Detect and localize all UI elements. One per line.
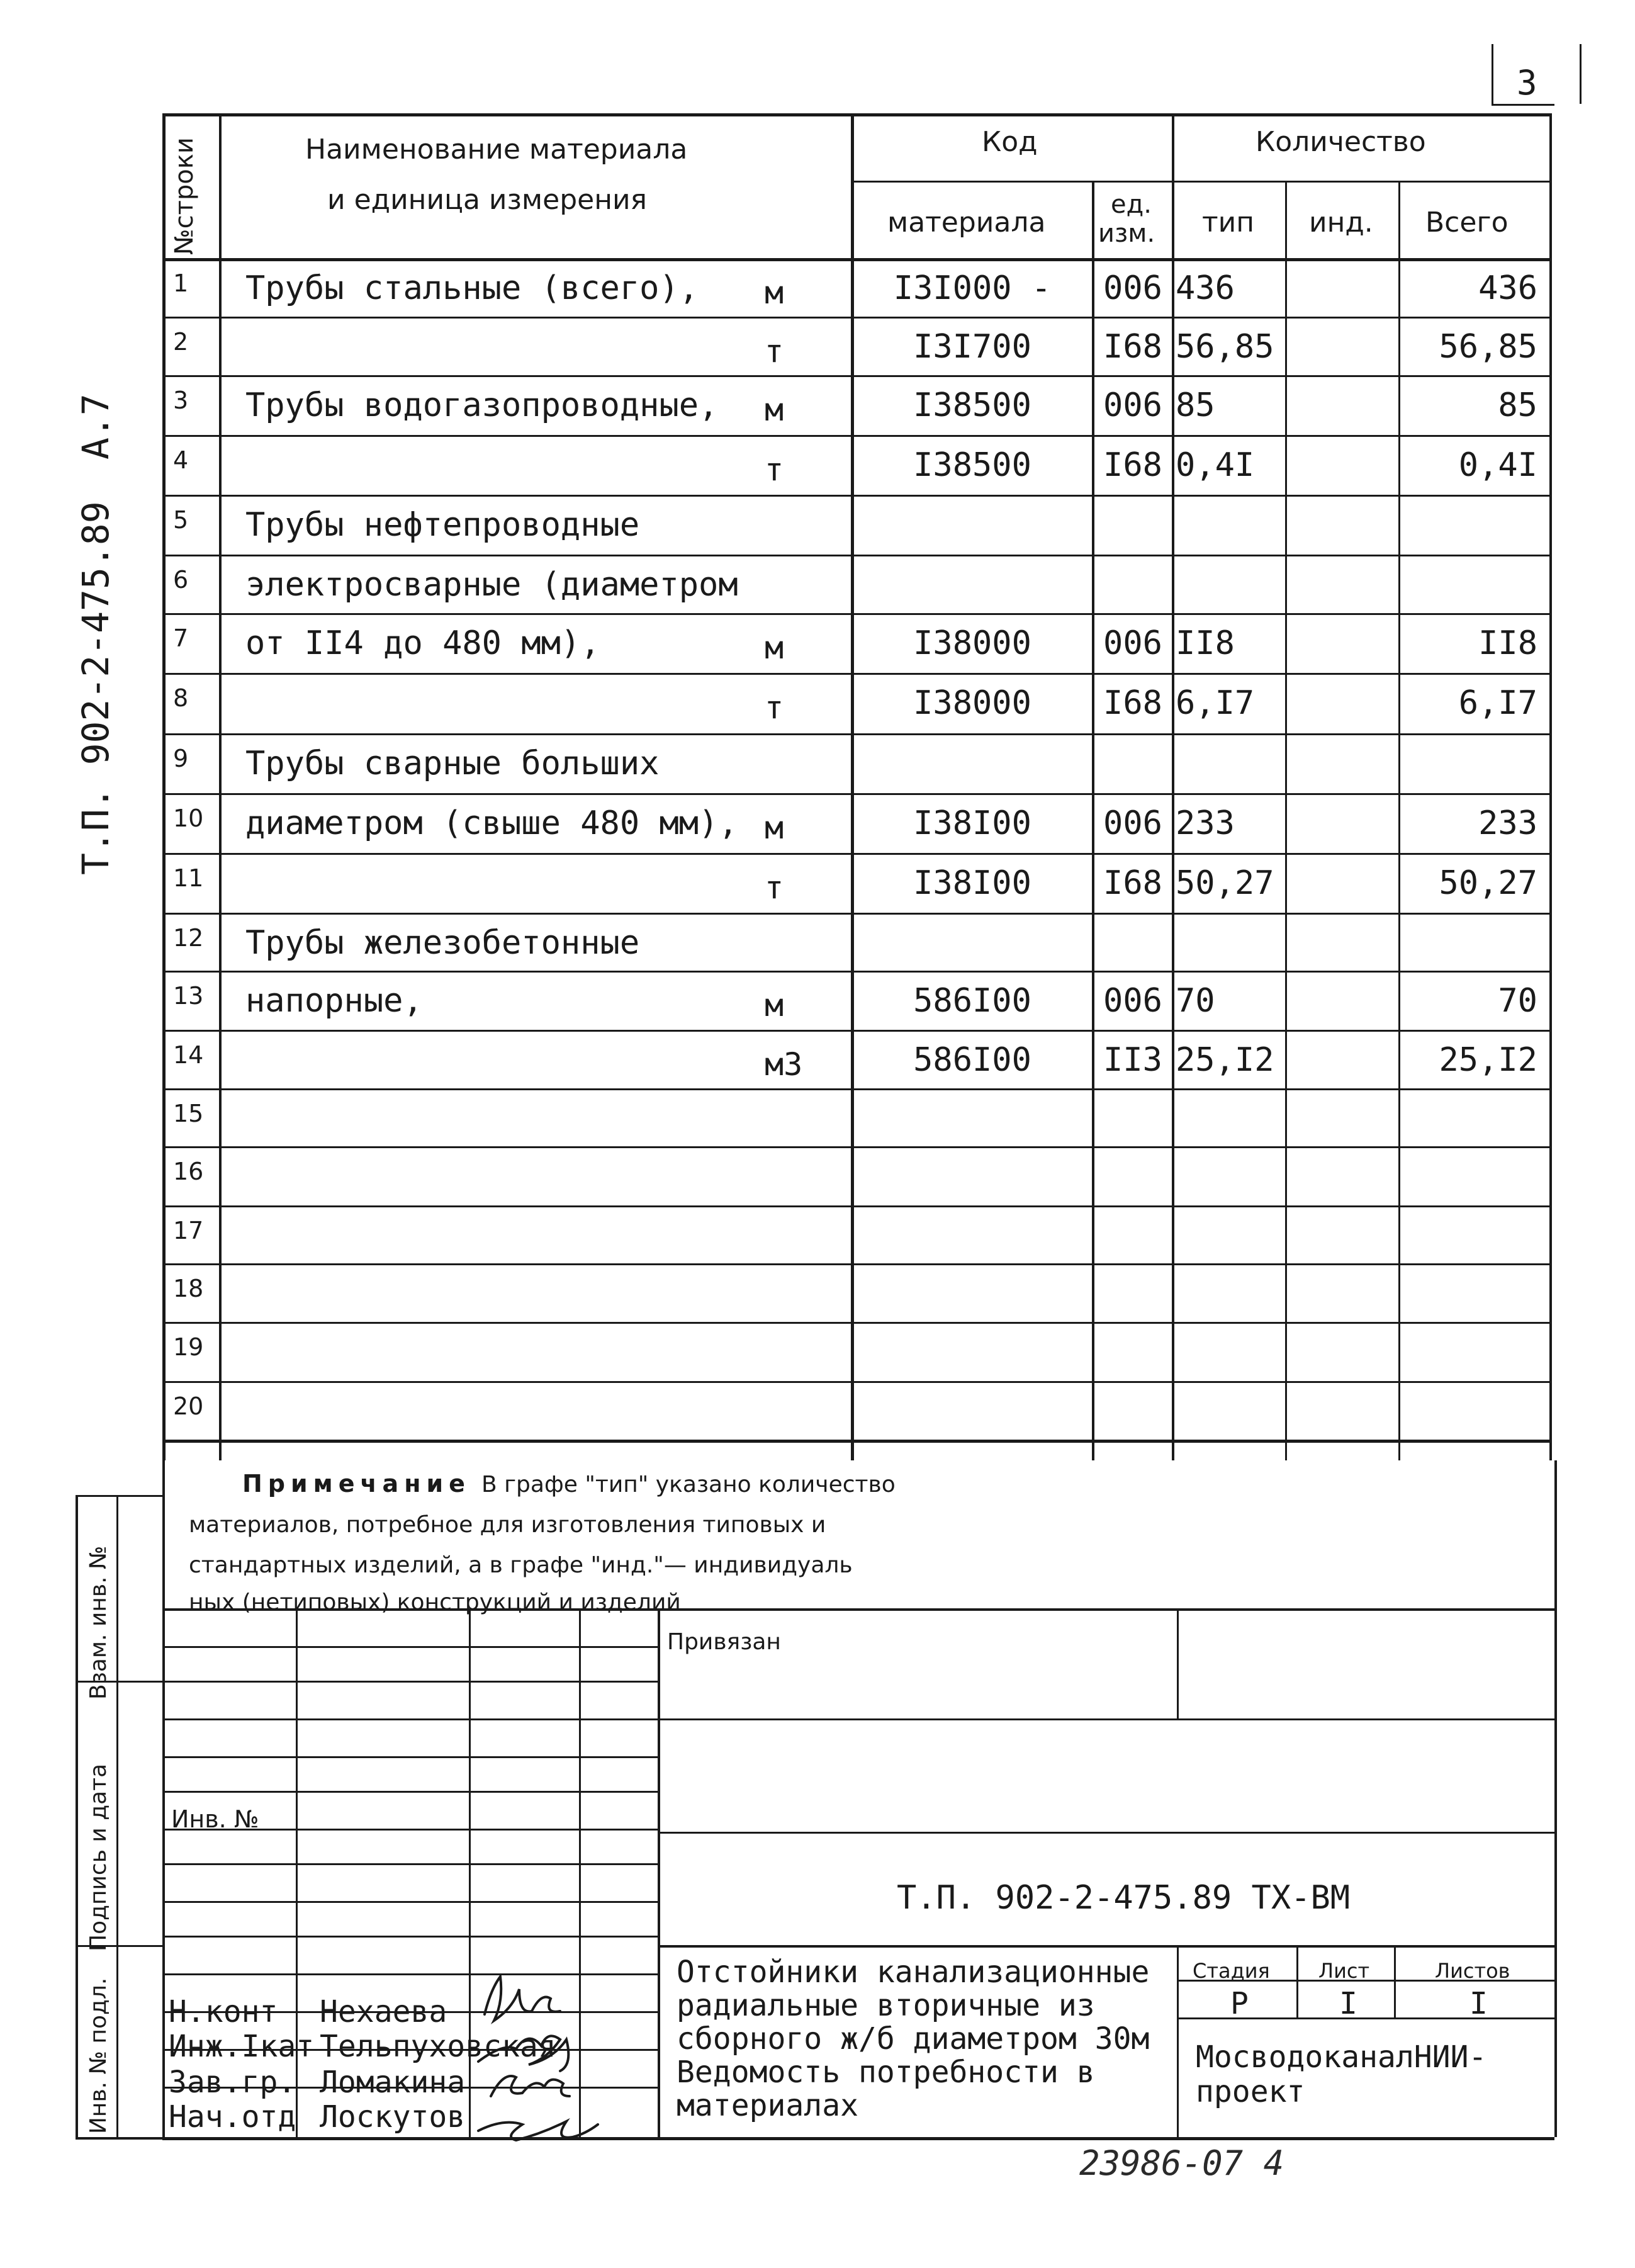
row-unit: т (765, 689, 784, 726)
row-material-name: от II4 до 480 мм), (245, 624, 600, 662)
row-material-name: Трубы железобетонные (245, 924, 640, 962)
row-qty-type: 6,I7 (1176, 684, 1255, 722)
header-qty-total: Всего (1425, 206, 1509, 239)
rule-line (162, 613, 1549, 615)
stamp-doc-code: Т.П. 902-2-475.89 ТХ-ВМ (897, 1879, 1351, 1917)
rule-line (162, 495, 1549, 497)
stamp-sheet: I (1339, 1986, 1357, 2021)
stamp-organization-line2: проект (1196, 2074, 1305, 2109)
sheet-number: 3 (1517, 63, 1537, 103)
stamp-stage: Р (1230, 1986, 1249, 2021)
header-unit-line2: изм. (1098, 219, 1155, 248)
row-number: 3 (173, 386, 189, 414)
row-unit: м (765, 810, 784, 846)
row-material-code: I38I00 (913, 864, 1031, 902)
row-number: 16 (173, 1158, 204, 1185)
row-unit: м (765, 987, 784, 1024)
row-material-code: I38000 (913, 624, 1031, 662)
rule-line (162, 1205, 1549, 1207)
row-unit-code: 006 (1103, 804, 1162, 842)
row-qty-type: 56,85 (1176, 328, 1274, 366)
row-qty-type: 436 (1176, 269, 1235, 307)
row-unit-code: 006 (1103, 269, 1162, 307)
row-qty-type: 70 (1176, 982, 1215, 1020)
rule-line (162, 1718, 658, 1720)
signature-nekhaeva (485, 1977, 560, 2021)
rule-line (1172, 113, 1174, 1460)
rule-line (162, 1646, 658, 1648)
signatory-role: Зав.гр. (169, 2065, 296, 2100)
row-unit-code: I68 (1103, 328, 1162, 366)
row-number: 11 (173, 864, 204, 892)
row-qty-total: 85 (1498, 386, 1537, 424)
signatory-name: Лоскутов (320, 2099, 466, 2135)
row-number: 20 (173, 1392, 204, 1420)
row-material-code: I38500 (913, 446, 1031, 484)
rule-line (162, 1146, 1549, 1148)
header-name-line2: и единица измерения (327, 184, 648, 216)
stamp-privyazan: Привязан (667, 1629, 781, 1655)
header-qty-ind: инд. (1309, 206, 1373, 239)
row-number: 12 (173, 924, 204, 952)
row-material-code: 586I00 (913, 982, 1031, 1020)
row-qty-type: 0,4I (1176, 446, 1255, 484)
rule-line (162, 258, 1549, 261)
row-qty-total: 56,85 (1439, 328, 1537, 366)
signatory-name: Нехаева (320, 1994, 447, 2029)
row-qty-total: II8 (1478, 624, 1537, 662)
rule-line (1580, 44, 1582, 104)
rule-line (162, 317, 1549, 319)
row-unit: т (765, 451, 784, 488)
rule-line (1549, 113, 1552, 1460)
header-name-line1: Наименование материала (305, 133, 688, 166)
row-qty-total: 233 (1478, 804, 1537, 842)
signatory-role: Нач.отд (169, 2099, 296, 2135)
row-number: 10 (173, 804, 204, 832)
header-qty-type: тип (1202, 206, 1254, 239)
row-number: 2 (173, 328, 189, 356)
rule-line (162, 1863, 658, 1865)
rule-line (162, 375, 1549, 377)
margin-podpis-data: Подпись и дата (86, 1763, 111, 1951)
row-number: 14 (173, 1041, 204, 1069)
rule-line (76, 1495, 162, 1497)
row-number: 6 (173, 566, 189, 594)
row-unit: т (765, 333, 784, 370)
row-number: 5 (173, 506, 189, 534)
rule-line (76, 2137, 162, 2140)
row-number: 18 (173, 1275, 204, 1302)
stamp-stage-label: Стадия (1193, 1959, 1270, 1983)
footer-archive-number: 23986-07 4 (1079, 2143, 1284, 2183)
row-qty-total: 436 (1478, 269, 1537, 307)
row-material-name: электросварные (диаметром (245, 566, 738, 604)
rule-line (1398, 181, 1400, 1460)
rule-line (162, 1681, 658, 1683)
rule-line (1394, 1945, 1396, 2017)
row-qty-type: 25,I2 (1176, 1041, 1274, 1079)
rule-line (162, 853, 1549, 855)
rule-line (1296, 1945, 1298, 2017)
rule-line (162, 733, 1549, 735)
row-qty-type: 233 (1176, 804, 1235, 842)
row-unit-code: II3 (1103, 1041, 1162, 1079)
stamp-title-line5: материалах (677, 2088, 858, 2123)
rule-line (162, 971, 1549, 973)
row-unit-code: I68 (1103, 446, 1162, 484)
stamp-sheet-label: Лист (1318, 1959, 1370, 1983)
stamp-inv-no: Инв. № (171, 1805, 259, 1833)
row-qty-type: II8 (1176, 624, 1235, 662)
row-unit-code: 006 (1103, 386, 1162, 424)
rule-line (162, 1901, 658, 1903)
rule-line (658, 1718, 1554, 1720)
stamp-title-line4: Ведомость потребности в (677, 2055, 1095, 2090)
margin-inv-podl: Инв. № подл. (86, 1977, 111, 2134)
rule-line (658, 1945, 1554, 1948)
rule-line (1492, 104, 1554, 106)
row-material-name: Трубы нефтепроводные (245, 506, 640, 544)
rule-line (1092, 181, 1094, 1460)
rule-line (76, 1495, 78, 2137)
signatory-name: Тельпуховская (320, 2029, 556, 2064)
rule-line (162, 435, 1549, 437)
rule-line (162, 1322, 1549, 1324)
rule-line (162, 1263, 1549, 1265)
header-code-group: Код (982, 126, 1038, 158)
stamp-title-line2: радиальные вторичные из (677, 1988, 1095, 2023)
rule-line (658, 1608, 660, 2137)
rule-line (1554, 1460, 1557, 2137)
rule-line (162, 1460, 165, 2137)
rule-line (162, 913, 1549, 915)
row-qty-total: 70 (1498, 982, 1537, 1020)
row-material-name: Трубы водогазопроводные, (245, 386, 719, 424)
row-unit: м (765, 629, 784, 666)
row-material-code: I38000 (913, 684, 1031, 722)
row-qty-total: 25,I2 (1439, 1041, 1537, 1079)
row-unit: м (765, 392, 784, 428)
rule-line (162, 1440, 1549, 1443)
rule-line (162, 1381, 1549, 1383)
stamp-sheets-label: Листов (1435, 1959, 1510, 1983)
rule-line (162, 673, 1549, 675)
row-unit: м3 (765, 1046, 803, 1083)
rule-line (1177, 1608, 1179, 1718)
header-row-number: №строки (170, 137, 199, 255)
row-unit: м (765, 274, 784, 311)
row-number: 7 (173, 624, 189, 652)
row-unit-code: I68 (1103, 684, 1162, 722)
rule-line (851, 113, 854, 1460)
note-line2: материалов, потребное для изготовления типовых и (189, 1512, 826, 1538)
row-material-name: диаметром (свыше 480 мм), (245, 804, 738, 842)
note-line4: ных (нетиповых) конструкций и изделий (189, 1589, 681, 1615)
row-number: 17 (173, 1217, 204, 1244)
rule-line (658, 1832, 1554, 1834)
row-qty-total: 0,4I (1458, 446, 1537, 484)
row-material-name: Трубы стальные (всего), (245, 269, 699, 307)
rule-line (1177, 1945, 1179, 2137)
margin-vzam-inv: Взам. инв. № (86, 1545, 111, 1700)
header-code-material: материала (887, 206, 1046, 239)
rule-line (162, 113, 1549, 116)
rule-line (162, 1030, 1549, 1032)
rule-line (162, 1973, 658, 1975)
signatory-name: Ломакина (320, 2065, 466, 2100)
row-qty-total: 50,27 (1439, 864, 1537, 902)
rule-line (162, 1756, 658, 1758)
rule-line (162, 1088, 1549, 1090)
row-number: 19 (173, 1333, 204, 1361)
header-unit-line1: ед. (1111, 190, 1152, 219)
row-unit-code: 006 (1103, 624, 1162, 662)
row-material-code: I3I700 (913, 328, 1031, 366)
rule-line (162, 1936, 658, 1938)
row-material-name: Трубы сварные больших (245, 745, 660, 782)
signature-lomakina (491, 2076, 570, 2096)
row-number: 9 (173, 745, 189, 772)
row-material-name: напорные, (245, 982, 423, 1020)
signatory-role: Инж.Iкат (169, 2029, 315, 2064)
row-unit: т (765, 869, 784, 906)
side-album-code: А.7 (74, 393, 117, 460)
rule-line (162, 1791, 658, 1793)
rule-line (1285, 181, 1287, 1460)
row-number: 4 (173, 446, 189, 474)
row-number: 1 (173, 269, 189, 297)
row-number: 13 (173, 982, 204, 1010)
rule-line (579, 1608, 581, 2137)
note-line3: стандартных изделий, а в графе "инд."— индивидуаль (189, 1552, 853, 1578)
rule-line (851, 181, 1549, 183)
stamp-sheets: I (1469, 1986, 1488, 2021)
row-material-code: 586I00 (913, 1041, 1031, 1079)
row-unit-code: 006 (1103, 982, 1162, 1020)
row-qty-type: 85 (1176, 386, 1215, 424)
row-number: 8 (173, 684, 189, 712)
rule-line (1492, 44, 1493, 104)
row-material-code: I38500 (913, 386, 1031, 424)
header-qty-group: Количество (1256, 126, 1426, 158)
note-label: Примечание (242, 1470, 471, 1498)
stamp-title-line3: сборного ж/б диаметром 30м (677, 2021, 1150, 2056)
rule-line (162, 793, 1549, 795)
row-material-code: I38I00 (913, 804, 1031, 842)
rule-line (162, 555, 1549, 556)
rule-line (219, 113, 222, 1460)
side-doc-code: Т.П. 902-2-475.89 (74, 501, 117, 875)
note-line1: В графе "тип" указано количество (481, 1472, 896, 1498)
row-qty-total: 6,I7 (1458, 684, 1537, 722)
rule-line (162, 113, 166, 1460)
stamp-title-line1: Отстойники канализационные (677, 1955, 1150, 1990)
row-qty-type: 50,27 (1176, 864, 1274, 902)
stamp-organization: МосводоканалНИИ- (1196, 2040, 1487, 2075)
row-number: 15 (173, 1100, 204, 1127)
row-material-code: I3I000 - (893, 269, 1052, 307)
rule-line (116, 1495, 118, 2137)
rule-line (162, 2137, 1554, 2140)
row-unit-code: I68 (1103, 864, 1162, 902)
signatory-role: Н.конт (169, 1994, 278, 2029)
